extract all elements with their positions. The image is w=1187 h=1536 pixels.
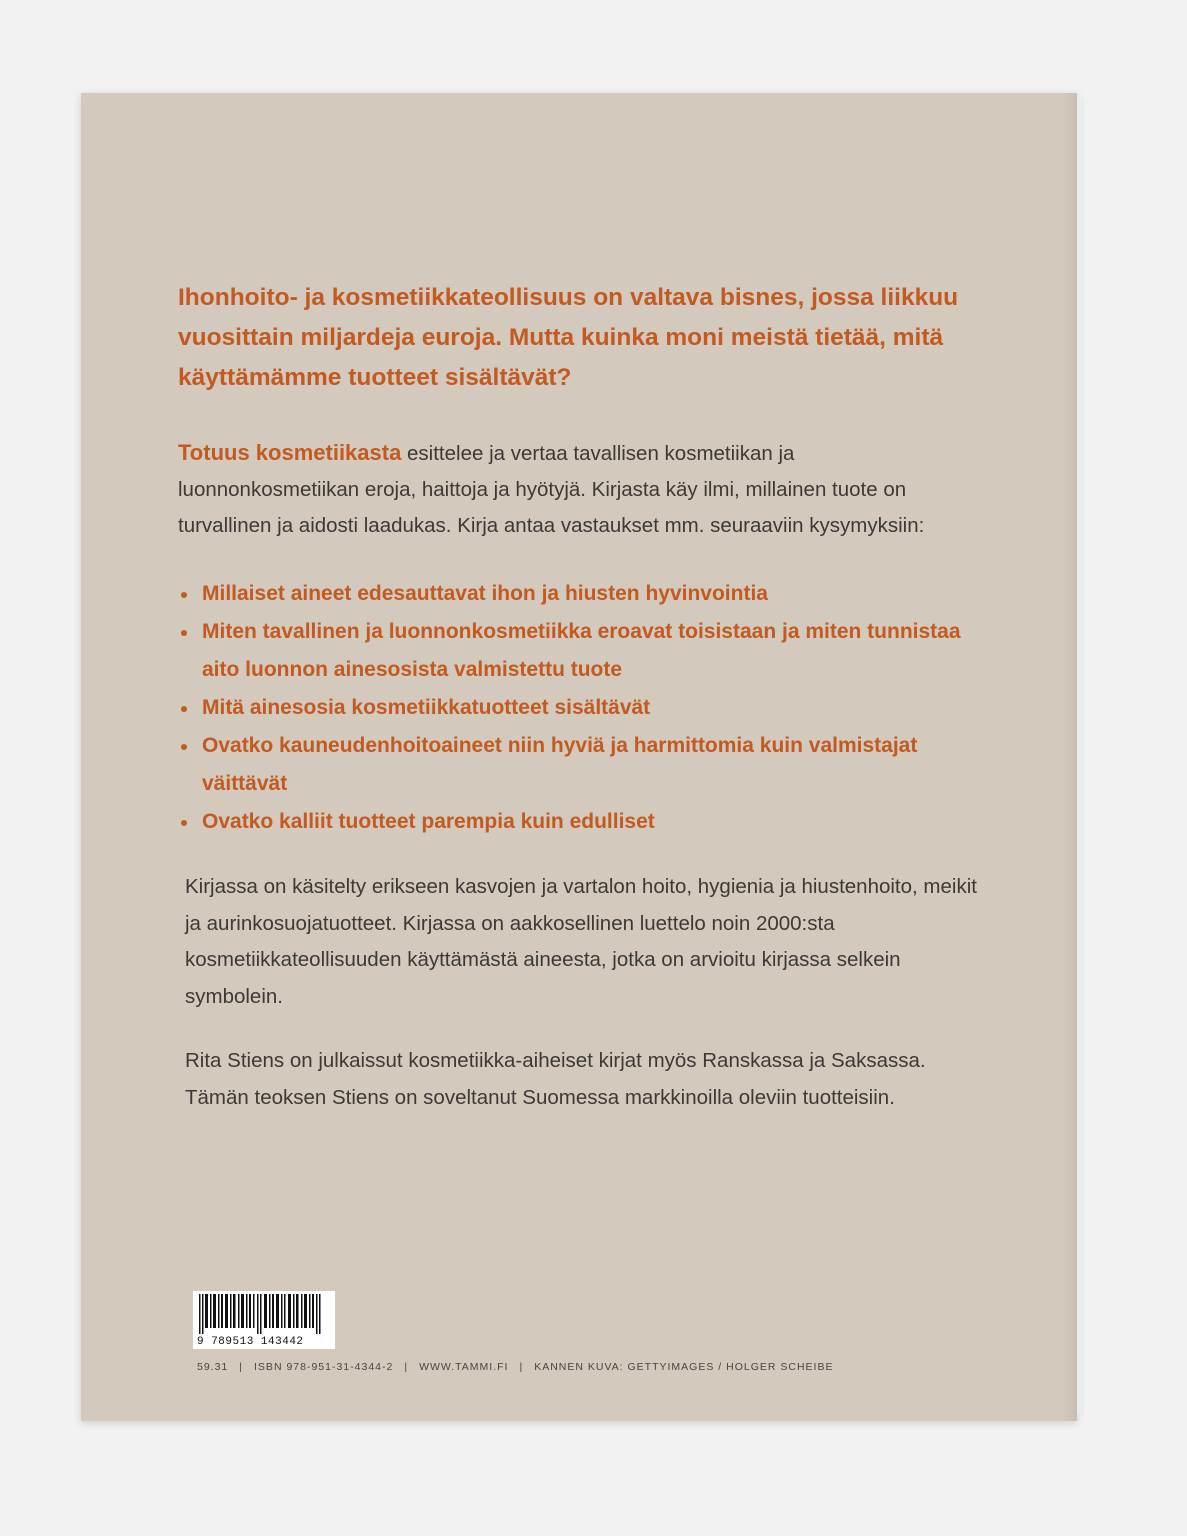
footer-separator: | <box>519 1361 524 1373</box>
question-list <box>178 575 998 841</box>
cover-image-credit: KANNEN KUVA: GETTYIMAGES / HOLGER SCHEIBE <box>534 1361 834 1373</box>
publisher-website: WWW.TAMMI.FI <box>419 1361 509 1373</box>
footer-separator: | <box>239 1361 244 1373</box>
lead-text: Ihonhoito- ja kosmetiikkateollisuus on valtava bisnes, jossa liikkuu vuosittain miljardeja euroja. Mutta kuinka moni meistä tietää, mitä käyttämämme tuotteet sisältävät? <box>178 284 959 391</box>
book-title: Totuus kosmetiikasta <box>178 440 402 465</box>
question-item: Millaiset aineet edesauttavat ihon ja hiusten hyvinvointia <box>178 575 998 613</box>
book-back-cover <box>81 93 1077 1421</box>
contents-paragraph: Kirjassa on käsitelty erikseen kasvojen ja vartalon hoito, hygienia ja hiustenhoito, meikit ja aurinkosuojatuotteet. Kirjassa on aakkosellinen luettelo noin 2000:sta kosmetiikkateollisuuden käyttämästä aineesta, jotka on arvioitu kirjassa selkein symbolein. <box>185 875 977 1008</box>
question-item: Ovatko kauneudenhoitoaineet niin hyviä ja harmittomia kuin valmistajat väittävät <box>178 727 998 803</box>
footer-separator: | <box>404 1361 409 1373</box>
question-item: Mitä ainesosia kosmetiikkatuotteet sisältävät <box>178 689 998 727</box>
barcode <box>193 1291 335 1349</box>
classification-code: 59.31 <box>197 1361 229 1373</box>
question-item: Ovatko kalliit tuotteet parempia kuin edulliset <box>178 803 998 841</box>
barcode-bars <box>199 1294 329 1334</box>
intro-text: esittelee ja vertaa tavallisen kosmetiikan ja luonnonkosmetiikan eroja, haittoja ja hyötyjä. Kirjasta käy ilmi, millainen tuote on turvallinen ja aidosti laadukas. Kirja antaa vastaukset mm. seuraaviin kysymyksiin: <box>178 442 925 537</box>
question-item: Miten tavallinen ja luonnonkosmetiikka eroavat toisistaan ja miten tunnistaa aito luonnon ainesosista valmistettu tuote <box>178 613 998 689</box>
intro-paragraph <box>178 435 978 544</box>
author-paragraph: Rita Stiens on julkaissut kosmetiikka-aiheiset kirjat myös Ranskassa ja Saksassa. Tämän teoksen Stiens on soveltanut Suomessa markkinoilla oleviin tuotteisiin. <box>185 1049 926 1109</box>
footer-line <box>197 1361 833 1373</box>
barcode-number: 9 789513 143442 <box>197 1336 304 1348</box>
isbn: ISBN 978-951-31-4344-2 <box>254 1361 394 1373</box>
